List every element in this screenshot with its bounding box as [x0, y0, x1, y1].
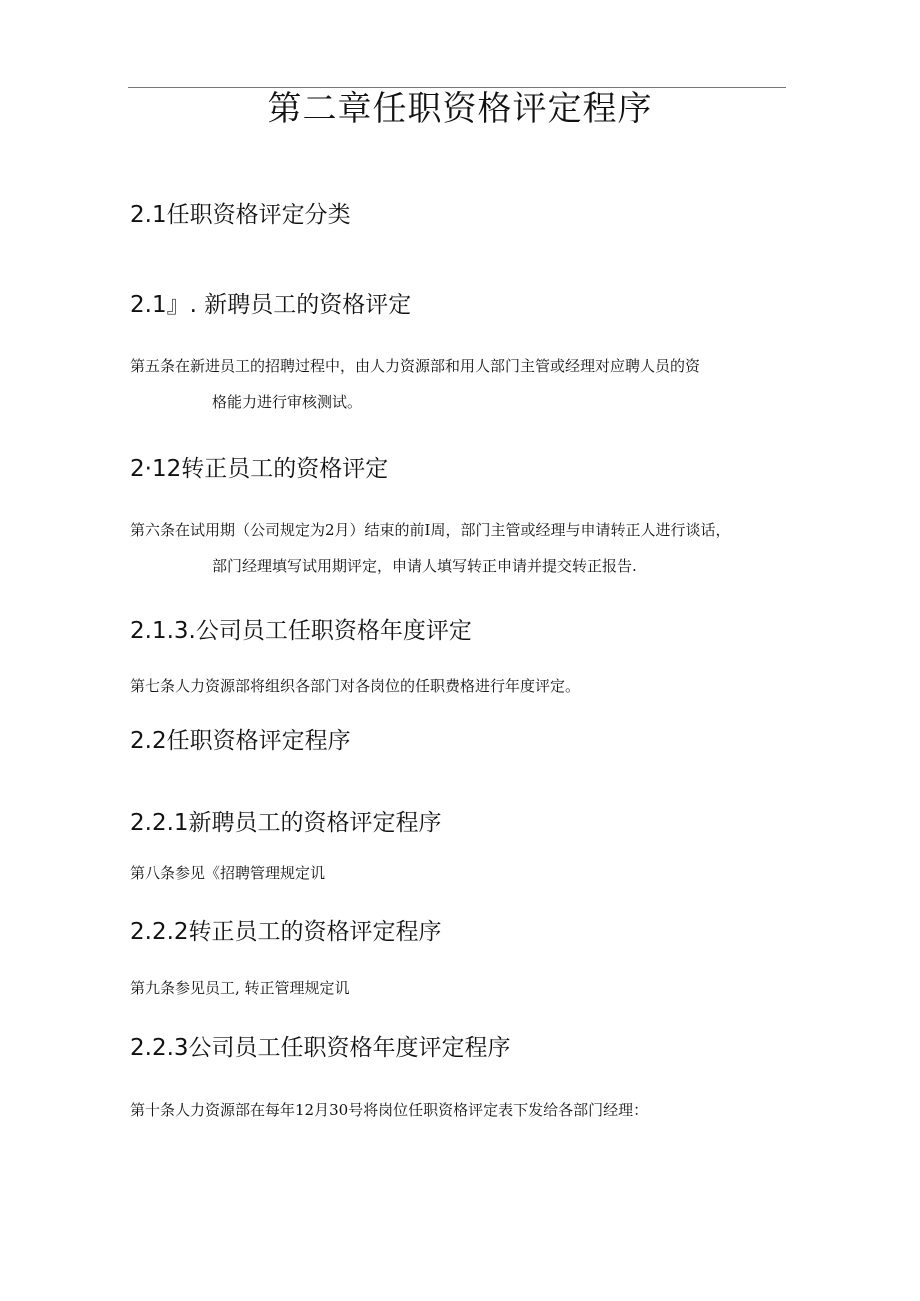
section-heading-2-2-3: 2.2.3公司员工任职资格年度评定程序: [130, 1035, 511, 1061]
article-8-line-1: 第八条参见《招聘管理规定讥: [130, 864, 326, 882]
article-5-paragraph: [130, 348, 790, 420]
article-10-line-1: 第十条人力资源部在每年12月30号将岗位任职资格评定表下发给各部门经理：: [130, 1101, 649, 1119]
article-6-line-1: 第六条在试用期（公司规定为2月）结束的前Ⅰ周，部门主管或经理与申请转正人进行谈话，: [130, 521, 731, 539]
article-9-line-1: 第九条参见员工, 转正管理规定讥: [130, 979, 350, 997]
article-6-line-2: 部门经理填写试用期评定，申请人填写转正申请并提交转正报告.: [212, 557, 637, 575]
section-heading-2-1-2: 2·12转正员工的资格评定: [130, 456, 389, 482]
article-5-line-1: 第五条在新进员工的招聘过程中，由人力资源部和用人部门主管或经理对应聘人员的资: [130, 357, 701, 375]
article-9-paragraph: [130, 970, 790, 1006]
section-heading-2-1: 2.1任职资格评定分类: [130, 202, 351, 228]
article-5-line-2: 格能力进行审核测试。: [212, 393, 363, 411]
article-7-line-1: 第七条人力资源部将组织各部门对各岗位的任职费格进行年度评定。: [130, 677, 581, 695]
article-7-paragraph: [130, 668, 790, 704]
chapter-title: 第二章任职资格评定程序: [267, 89, 653, 129]
article-8-paragraph: [130, 855, 790, 891]
section-heading-2-1-3: 2.1.3.公司员工任职资格年度评定: [130, 618, 472, 644]
section-heading-2-2: 2.2任职资格评定程序: [130, 728, 351, 754]
section-heading-2-1-1: 2.1』. 新聘员工的资格评定: [130, 292, 412, 318]
article-6-paragraph: [130, 512, 790, 584]
article-10-paragraph: [130, 1092, 790, 1128]
section-heading-2-2-2: 2.2.2转正员工的资格评定程序: [130, 919, 442, 945]
section-heading-2-2-1: 2.2.1新聘员工的资格评定程序: [130, 810, 442, 836]
